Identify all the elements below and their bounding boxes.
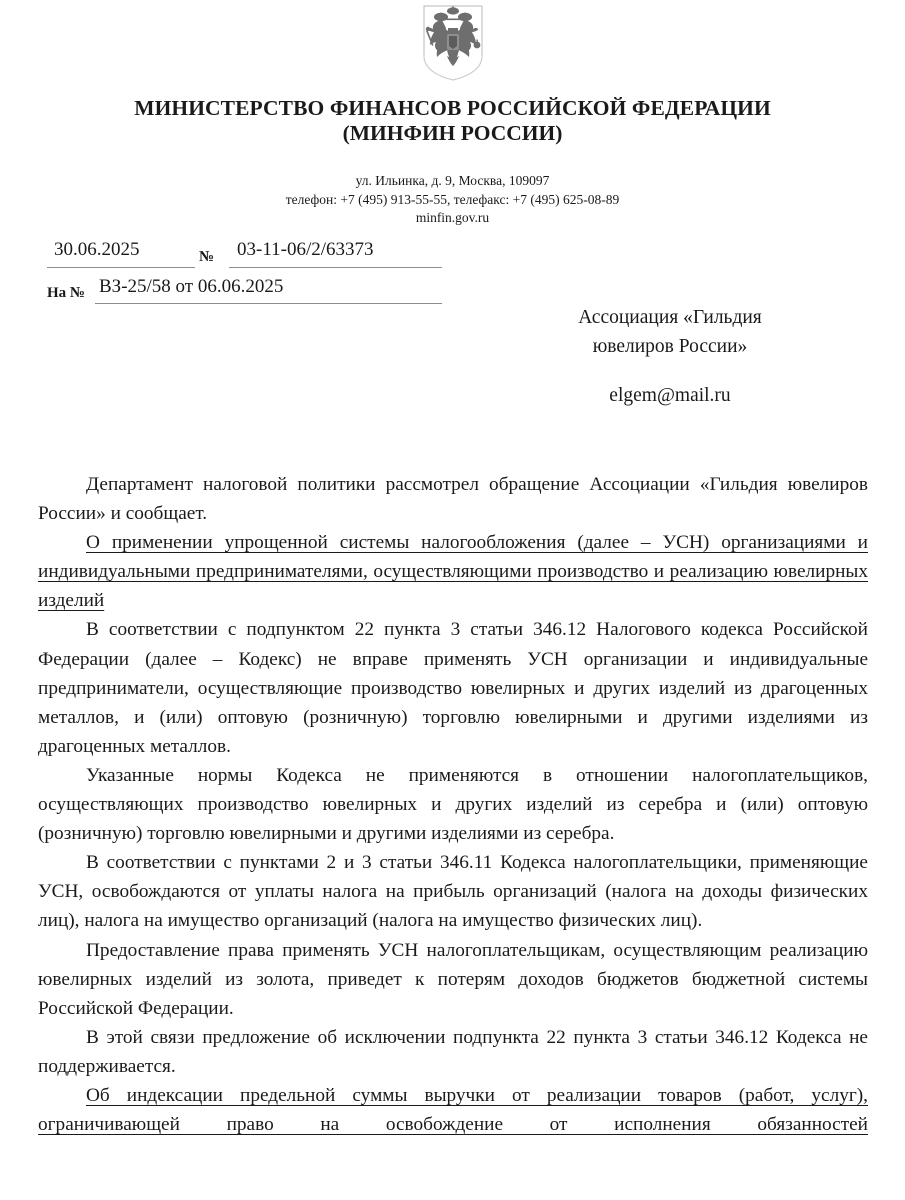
addressee-email-block	[500, 381, 840, 410]
russian-coat-of-arms-icon	[420, 4, 486, 82]
body-paragraph: Предоставление права применять УСН налогоплательщикам, осуществляющим реализацию ювелирных изделий из золота, приведет к потерям доходов бюджетов бюджетной системы Российской Федерации.	[38, 939, 868, 1019]
body-paragraph: Указанные нормы Кодекса не применяются в отношении налогоплательщиков, осуществляющих производство ювелирных и других изделий из серебра и (или) оптовую (розничную) торговлю ювелирными и другими изделиями из серебра.	[38, 764, 868, 845]
addressee-line-1: Ассоциация «Гильдия	[578, 307, 762, 328]
incoming-number-label: На №	[47, 285, 85, 301]
number-symbol-label: №	[199, 249, 215, 265]
incoming-rule	[95, 303, 442, 304]
body-paragraph: В этой связи предложение об исключении подпункта 22 пункта 3 статьи 346.12 Кодекса не поддерживается.	[38, 1026, 868, 1077]
body-paragraph: Департамент налоговой политики рассмотрел обращение Ассоциации «Гильдия ювелиров России» и сообщает.	[38, 474, 868, 525]
letter-number: 03-11-06/2/63373	[237, 239, 374, 260]
body-paragraph-heading: Об индексации предельной суммы выручки от реализации товаров (работ, услуг), ограничивающей право на освобождение от исполнения обязанностей	[38, 1084, 868, 1136]
incoming-number-value: ВЗ-25/58 от 06.06.2025	[99, 276, 284, 297]
organization-title: МИНИСТЕРСТВО ФИНАНСОВ РОССИЙСКОЙ ФЕДЕРАЦИИ	[134, 96, 771, 120]
addressee-line-2: ювелиров России»	[592, 336, 748, 357]
addressee-email: elgem@mail.ru	[609, 385, 731, 406]
postal-address: ул. Ильинка, д. 9, Москва, 109097	[355, 173, 550, 188]
contacts-block	[0, 172, 905, 228]
emblem-container	[0, 4, 905, 87]
phone-numbers: телефон: +7 (495) 913-55-55, телефакс: +7 (495) 625-08-89	[285, 191, 620, 207]
letter-date: 30.06.2025	[54, 239, 140, 260]
letter-body	[38, 470, 868, 1139]
reference-block	[47, 232, 442, 304]
body-paragraph-heading: О применении упрощенной системы налогообложения (далее – УСН) организациями и индивидуальными предпринимателями, осуществляющими производство и реализацию ювелирных изделий	[38, 532, 868, 612]
body-paragraph: В соответствии с пунктами 2 и 3 статьи 346.11 Кодекса налогоплательщики, применяющие УСН, освобождаются от уплаты налога на прибыль организаций (налога на доходы физических лиц), налога на имущество организаций (налога на имущество физических лиц).	[38, 852, 868, 932]
letterhead	[0, 96, 905, 146]
incoming-reference-row	[47, 268, 442, 304]
organization-short-name: (МИНФИН РОССИИ)	[342, 121, 563, 145]
body-paragraph: В соответствии с подпунктом 22 пункта 3 статьи 346.12 Налогового кодекса Российской Федерации (далее – Кодекс) не вправе применять УСН организации и индивидуальные предприниматели, осуществляющие производство ювелирных и других изделий из драгоценных металлов, и (или) оптовую (розничную) торговлю ювелирными и другими изделиями из драгоценных металлов.	[38, 619, 868, 757]
outgoing-reference-row	[47, 232, 442, 268]
addressee-block	[500, 303, 840, 361]
website-url: minfin.gov.ru	[415, 210, 490, 225]
